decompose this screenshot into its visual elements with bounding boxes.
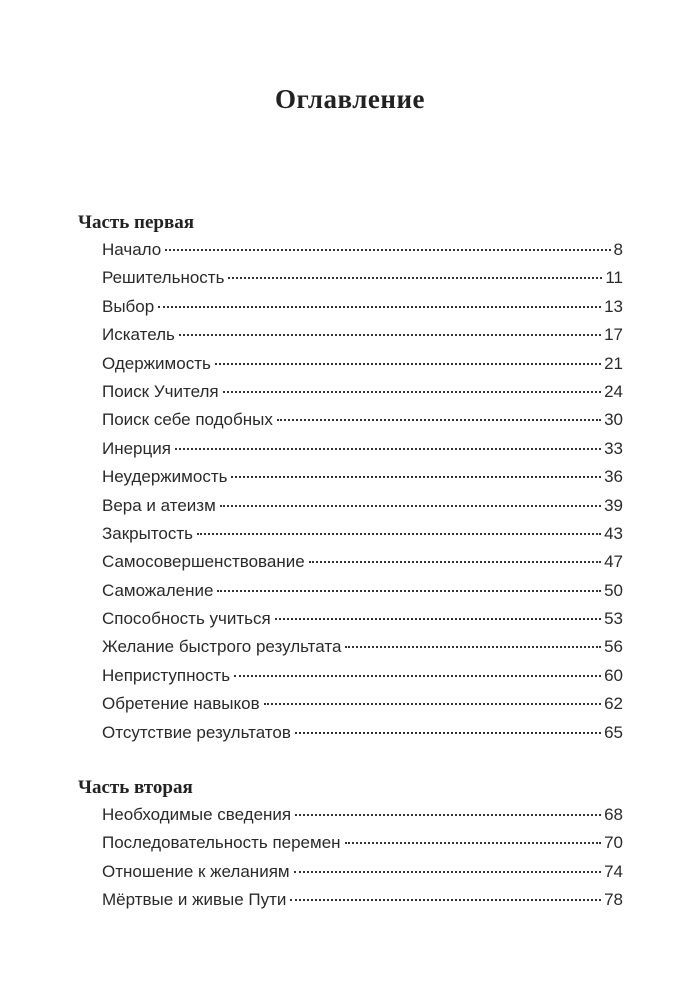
toc-entry-page: 33 — [604, 438, 623, 458]
toc-entry[interactable] — [102, 633, 623, 661]
toc-entry-page: 21 — [604, 353, 623, 373]
dot-leader — [220, 505, 601, 507]
toc-part-second — [78, 775, 623, 915]
toc-entry-page: 24 — [604, 381, 623, 401]
part-title: Часть вторая — [78, 777, 193, 798]
dot-leader — [165, 249, 610, 251]
toc-entry-page: 70 — [604, 833, 623, 853]
toc-entry-title: Обретение навыков — [102, 694, 260, 714]
toc-entry[interactable] — [102, 378, 623, 406]
toc-entry-page: 74 — [604, 861, 623, 881]
dot-leader — [217, 590, 601, 592]
toc-entry-page: 62 — [604, 694, 623, 714]
toc-list — [78, 801, 623, 915]
toc-entry-title: Неудержимость — [102, 467, 228, 487]
toc-entry[interactable] — [102, 829, 623, 857]
dot-leader — [345, 842, 602, 844]
toc-entry-title: Закрытость — [102, 523, 194, 543]
toc-entry-title: Неприступность — [102, 665, 231, 685]
toc-entry-title: Решительность — [102, 268, 225, 288]
dot-leader — [264, 703, 601, 705]
dot-leader — [345, 646, 601, 648]
toc-entry[interactable] — [102, 492, 623, 520]
toc-entry[interactable] — [102, 520, 623, 548]
toc-entry[interactable] — [102, 435, 623, 463]
dot-leader — [231, 476, 601, 478]
toc-entry-title: Саможаление — [102, 580, 214, 600]
toc-entry-page: 60 — [604, 665, 623, 685]
toc-entry-title: Выбор — [102, 296, 155, 316]
dot-leader — [223, 391, 601, 393]
toc-entry-page: 8 — [613, 240, 623, 259]
page-title: Оглавление — [275, 84, 425, 114]
dot-leader — [215, 363, 601, 365]
toc-entry-page: 43 — [604, 523, 623, 543]
toc-entry[interactable] — [102, 548, 623, 576]
dot-leader — [158, 306, 601, 308]
dot-leader — [275, 618, 601, 620]
toc-list — [78, 236, 623, 747]
dot-leader — [197, 533, 601, 535]
toc-entry-page: 39 — [604, 495, 623, 515]
toc-entry-title: Инерция — [102, 438, 171, 458]
dot-leader — [179, 334, 601, 336]
toc-entry[interactable] — [102, 577, 623, 605]
toc-entry-title: Последовательность перемен — [102, 833, 341, 853]
dot-leader — [290, 899, 601, 901]
toc-entry-page: 78 — [604, 890, 623, 910]
part-title: Часть первая — [78, 212, 194, 233]
toc-entry[interactable] — [102, 858, 623, 886]
toc-entry-title: Искатель — [102, 325, 175, 345]
toc-entry-title: Необходимые сведения — [102, 805, 292, 824]
toc-entry-page: 30 — [604, 410, 623, 430]
toc-entry[interactable] — [102, 236, 623, 264]
toc-entry-title: Отсутствие результатов — [102, 722, 291, 742]
dot-leader — [309, 561, 601, 563]
toc-entry[interactable] — [102, 293, 623, 321]
toc-entry-page: 68 — [604, 805, 623, 824]
toc-entry[interactable] — [102, 719, 623, 747]
toc-entry-page: 36 — [604, 467, 623, 487]
toc-part-first — [78, 210, 623, 747]
dot-leader — [295, 814, 601, 816]
toc-entry[interactable] — [102, 662, 623, 690]
toc-entry-page: 56 — [604, 637, 623, 657]
dot-leader — [228, 277, 602, 279]
toc-entry[interactable] — [102, 406, 623, 434]
dot-leader — [294, 871, 601, 873]
toc-entry[interactable] — [102, 801, 623, 829]
toc-entry-title: Поиск себе подобных — [102, 410, 273, 430]
toc-entry-title: Поиск Учителя — [102, 381, 219, 401]
toc-entry[interactable] — [102, 886, 623, 914]
dot-leader — [234, 675, 601, 677]
toc-entry[interactable] — [102, 264, 623, 292]
toc-entry[interactable] — [102, 463, 623, 491]
toc-entry[interactable] — [102, 605, 623, 633]
toc-entry-page: 47 — [604, 552, 623, 572]
toc-entry-page: 65 — [604, 722, 623, 742]
toc-entry-title: Желание быстрого результата — [102, 637, 342, 657]
toc-entry[interactable] — [102, 321, 623, 349]
toc-entry-title: Отношение к желаниям — [102, 861, 290, 881]
toc-entry-title: Вера и атеизм — [102, 495, 216, 515]
toc-entry[interactable] — [102, 350, 623, 378]
toc-entry-page: 53 — [604, 609, 623, 629]
dot-leader — [277, 419, 601, 421]
toc-entry-title: Способность учиться — [102, 609, 271, 629]
toc-entry-title: Одержимость — [102, 353, 211, 373]
dot-leader — [175, 448, 601, 450]
toc-entry-title: Мёртвые и живые Пути — [102, 890, 287, 910]
toc-entry-title: Начало — [102, 240, 162, 259]
toc-entry[interactable] — [102, 690, 623, 718]
toc-entry-page: 50 — [604, 580, 623, 600]
toc-entry-page: 11 — [605, 268, 623, 288]
toc-entry-page: 13 — [604, 296, 623, 316]
dot-leader — [295, 732, 601, 734]
toc-entry-title: Самосовершенствование — [102, 552, 305, 572]
toc-entry-page: 17 — [604, 325, 623, 345]
